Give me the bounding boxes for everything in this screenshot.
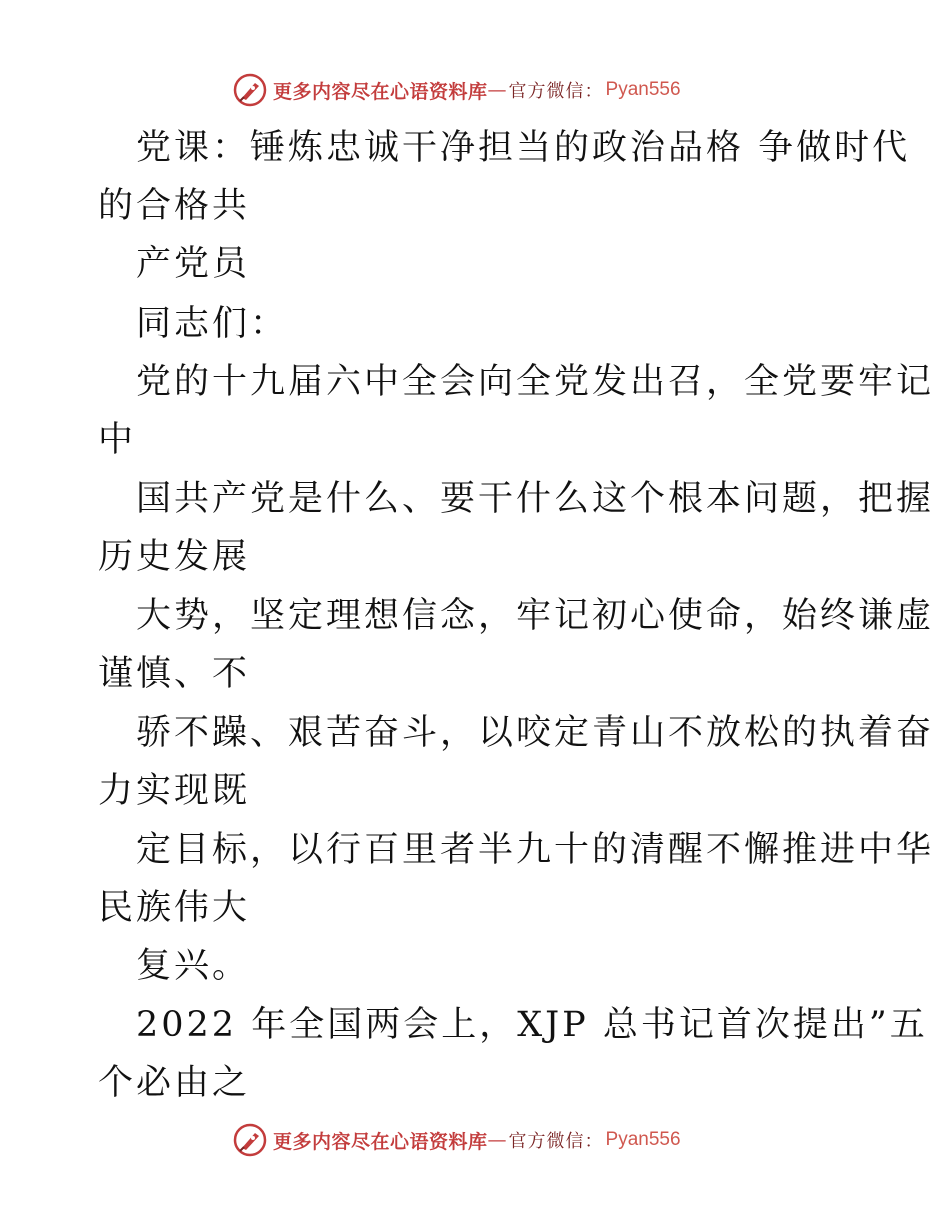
doc-paragraph-line: 民族伟大 (98, 888, 251, 928)
header-banner-id: Pyan556 (605, 79, 681, 100)
doc-paragraph-line: 党的十九届六中全会向全党发出召，全党要牢记 (136, 362, 935, 402)
doc-title-line-2: 的合格共 (98, 186, 251, 226)
doc-paragraph-line: 骄不躁、艰苦奋斗，以咬定青山不放松的执着奋 (136, 713, 935, 753)
footer-banner-dash: — (487, 1129, 507, 1151)
footer-banner-text: 更多内容尽在心语资料库 (273, 1130, 488, 1153)
doc-title-line-1: 党课：锤炼忠诚干净担当的政治品格 争做时代 (136, 128, 911, 168)
doc-paragraph-line: 大势，坚定理想信念，牢记初心使命，始终谦虚 (136, 596, 935, 636)
doc-paragraph-line: 定目标，以行百里者半九十的清醒不懈推进中华 (136, 830, 935, 870)
doc-paragraph-line: 中 (98, 420, 137, 460)
doc-paragraph-line: 复兴。 (136, 946, 251, 986)
header-banner (233, 72, 681, 108)
header-banner-text: 更多内容尽在心语资料库 (273, 80, 488, 103)
footer-banner (233, 1122, 681, 1158)
doc-paragraph-line: 力实现既 (98, 771, 251, 811)
doc-paragraph-line: 国共产党是什么、要干什么这个根本问题，把握 (136, 479, 935, 519)
header-banner-dash: — (487, 79, 507, 101)
header-banner-official: 官方微信： (508, 81, 604, 102)
doc-paragraph-line: 历史发展 (98, 537, 251, 577)
doc-paragraph-line: 2022 年全国两会上，XJP 总书记首次提出”五 (136, 1005, 928, 1045)
pen-logo-icon (233, 73, 267, 107)
footer-banner-official: 官方微信： (508, 1131, 604, 1152)
doc-title-line-3: 产党员 (136, 244, 251, 284)
doc-paragraph-line: 个必由之 (98, 1063, 251, 1103)
doc-salutation: 同志们： (136, 304, 289, 344)
doc-paragraph-line: 谨慎、不 (98, 654, 251, 694)
pen-logo-icon (233, 1123, 267, 1157)
footer-banner-id: Pyan556 (605, 1129, 681, 1150)
